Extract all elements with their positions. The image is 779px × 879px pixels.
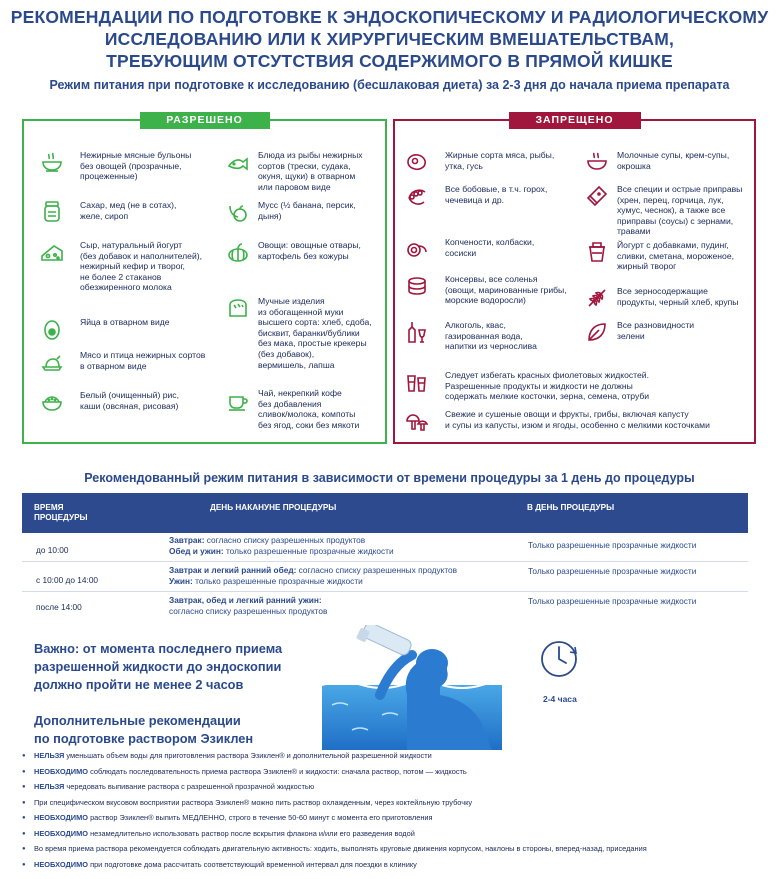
allowed-label: РАЗРЕШЕНО: [140, 112, 270, 129]
bullet-item: ● При специфическом вкусовом восприятии раствора Эзиклен® можно пить раствор охлажденным, через коктейльную трубочку: [22, 798, 772, 814]
soup-bowl-icon: [40, 150, 64, 174]
schedule-table-header: [22, 493, 748, 533]
allowed-item: Сахар, мед (не в сотах), желе, сироп: [40, 200, 176, 224]
steak-icon: [405, 150, 429, 174]
schedule-heading: Рекомендованный режим питания в зависимости от времени процедуры за 1 день до процедуры: [84, 471, 695, 485]
page-title: [0, 6, 779, 72]
allowed-item: Яйца в отварном виде: [40, 317, 170, 341]
additional-heading: Дополнительные рекомендации по подготовке раствором Эзиклен: [34, 713, 254, 746]
allowed-item: Сыр, натуральный йогурт (без добавок и наполнителей), нежирный кефир и творог, не более 2 стаканов обезжиренного молока: [40, 240, 202, 293]
bullet-item: ● Во время приема раствора рекомендуется соблюдать двигательную активность: ходить, выполнять круговые движения корпусом, наклоны в стороны, вперед-назад, приседания: [22, 844, 772, 860]
forbidden-item: Все специи и острые приправы (хрен, перец, горчица, лук, хумус, чеснок), а также все приправы (соусы) с зернами, травами: [585, 184, 742, 237]
bread-icon: [226, 296, 250, 320]
important-note: Важно: от момента последнего приема разрешенной жидкости до эндоскопии должно пройти не менее 2 часов: [34, 641, 283, 692]
additional-bullets: [22, 751, 772, 875]
title-line-2: ИССЛЕДОВАНИЮ ИЛИ К ХИРУРГИЧЕСКИМ ВМЕШАТЕЛЬСТВАМ,: [104, 29, 675, 49]
row-divider: [22, 591, 748, 592]
clock-label: 2-4 часа: [543, 694, 577, 704]
forbidden-item: Йогурт с добавками, пудинг, сливки, сметана, мороженое, жирный творог: [585, 240, 734, 272]
beans-icon: [405, 184, 429, 208]
col-time-header: ВРЕМЯ ПРОЦЕДУРЫ: [34, 503, 88, 522]
honey-jar-icon: [40, 200, 64, 224]
yogurt-icon: [585, 240, 609, 264]
wheat-icon: [585, 286, 609, 310]
drinking-person-illustration: [322, 625, 522, 750]
col-before-header: ДЕНЬ НАКАНУНЕ ПРОЦЕДУРЫ: [210, 503, 337, 512]
glasses-icon: [405, 370, 429, 394]
canned-food-icon: [405, 274, 429, 298]
bullet-item: ● НЕОБХОДИМО незамедлительно использовать раствор после вскрытия флакона и/или его разведения водой: [22, 829, 772, 845]
milk-soup-icon: [585, 150, 609, 174]
title-line-3: ТРЕБУЮЩИМ ОТСУТСТВИЯ СОДЕРЖИМОГО В ПРЯМОЙ КИШКЕ: [106, 51, 673, 71]
spice-icon: [585, 184, 609, 208]
forbidden-item: Молочные супы, крем-супы, окрошка: [585, 150, 729, 174]
clock-icon: [537, 637, 581, 681]
bullet-item: ● НЕОБХОДИМО раствор Эзиклен® выпить МЕДЛЕННО, строго в течение 50-60 минут с момента его приготовления: [22, 813, 772, 829]
coffee-cup-icon: [226, 388, 250, 412]
fish-icon: [226, 150, 250, 174]
sausage-icon: [405, 237, 429, 261]
banana-peach-icon: [226, 200, 250, 224]
mushrooms-icon: [405, 409, 429, 433]
forbidden-item: Копчености, колбаски, сосиски: [405, 237, 534, 261]
col-day-header: В ДЕНЬ ПРОЦЕДУРЫ: [527, 503, 615, 512]
allowed-item: Мясо и птица нежирных сортов в отварном виде: [40, 350, 205, 374]
row-divider: [22, 561, 748, 562]
rice-bowl-icon: [40, 390, 64, 414]
forbidden-label: ЗАПРЕЩЕНО: [509, 112, 641, 129]
allowed-item: Мучные изделия из обогащенной муки высшего сорта: хлеб, сдоба, бисквит, баранки/бублики без мака, простые крекеры (без добавок), вермишель, лапша: [226, 296, 372, 370]
chicken-icon: [40, 350, 64, 374]
diet-subtitle: Режим питания при подготовке к исследованию (бесшлаковая диета) за 2-3 дня до начала приема препарата: [49, 78, 730, 92]
forbidden-item: Консервы, все соленья (овощи, маринованные грибы, морские водоросли): [405, 274, 567, 306]
title-line-1: РЕКОМЕНДАЦИИ ПО ПОДГОТОВКЕ К ЭНДОСКОПИЧЕСКОМУ И РАДИОЛОГИЧЕСКОМУ: [10, 7, 769, 27]
forbidden-item: Жирные сорта мяса, рыбы, утка, гусь: [405, 150, 554, 174]
forbidden-item: Все разновидности зелени: [585, 320, 694, 344]
allowed-item: Чай, некрепкий кофе без добавления сливок/молока, компоты без ягод, соки без мякоти: [226, 388, 359, 430]
leaf-icon: [585, 320, 609, 344]
bullet-item: ● НЕОБХОДИМО соблюдать последовательность приема раствора Эзиклен® и жидкости: сначала раствор, потом — жидкость: [22, 767, 772, 783]
allowed-item: Белый (очищенный) рис, каши (овсяная, рисовая): [40, 390, 179, 414]
forbidden-item: Все бобовые, в т.ч. горох, чечевица и др.: [405, 184, 547, 208]
pumpkin-icon: [226, 240, 250, 264]
allowed-item: Нежирные мясные бульоны без овощей (прозрачные, процеженные): [40, 150, 191, 182]
forbidden-item: Алкоголь, квас, газированная вода, напитки из чернослива: [405, 320, 537, 352]
bullet-item: ● НЕЛЬЗЯ уменьшать объем воды для приготовления раствора Эзиклен® и дополнительной разрешенной жидкости: [22, 751, 772, 767]
forbidden-item: Свежие и сушеные овощи и фрукты, грибы, включая капусту и супы из капусты, изюм и ягоды, особенно с мелкими косточками: [405, 409, 710, 433]
forbidden-item: Следует избегать красных фиолетовых жидкостей. Разрешенные продукты и жидкости не должны содержать мелкие косточки, зерна, семена, отруби: [405, 370, 649, 402]
bullet-item: ● НЕЛЬЗЯ чередовать выпивание раствора с разрешенной прозрачной жидкостью: [22, 782, 772, 798]
egg-icon: [40, 317, 64, 341]
allowed-item: Мусс (½ банана, персик, дыня): [226, 200, 356, 224]
bottles-icon: [405, 320, 429, 344]
cheese-icon: [40, 240, 64, 264]
allowed-item: Блюда из рыбы нежирных сортов (трески, судака, окуня, щуки) в отварном или паровом виде: [226, 150, 363, 192]
bullet-item: ● НЕОБХОДИМО при подготовке дома рассчитать соответствующий временной интервал для поездки в клинику: [22, 860, 772, 876]
allowed-item: Овощи: овощные отвары, картофель без кожуры: [226, 240, 361, 264]
forbidden-item: Все зерносодержащие продукты, черный хлеб, крупы: [585, 286, 739, 310]
